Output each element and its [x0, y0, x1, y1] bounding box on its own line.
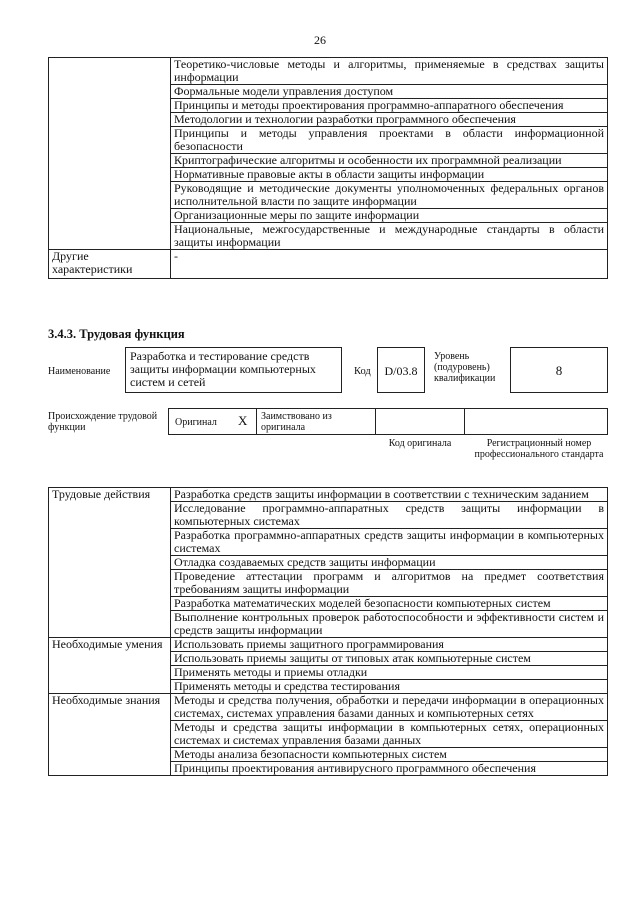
- level-box: 8: [510, 347, 608, 393]
- function-name-box: Разработка и тестирование средств защиты информации компьютерных систем и сетей: [125, 347, 342, 393]
- empty-label-cell: [49, 58, 171, 250]
- table-cell: Применять методы и средства тестирования: [171, 680, 608, 694]
- original-label: Оригинал: [175, 417, 217, 428]
- other-characteristics-value: -: [171, 250, 608, 279]
- table-cell: Исследование программно-аппаратных средств защиты информации в компьютерных системах: [171, 502, 608, 529]
- origin-label: Происхождение трудовой функции: [48, 411, 158, 433]
- table-cell: Проведение аттестации программ и алгоритмов на предмет соответствия требованиям защиты информации: [171, 570, 608, 597]
- table-cell: Принципы и методы проектирования программно-аппаратного обеспечения: [171, 99, 608, 113]
- table-row: [49, 58, 608, 85]
- table-row: [49, 250, 608, 279]
- page-number: 26: [314, 33, 326, 47]
- table-cell: Методы и средства защиты информации в компьютерных сетях, операционных системах и системах управления базами данных: [171, 721, 608, 748]
- knowledge-continuation-table: [48, 57, 608, 279]
- table-cell: Отладка создаваемых средств защиты информации: [171, 556, 608, 570]
- name-label: Наименование: [48, 366, 111, 377]
- table-cell: Криптографические алгоритмы и особенности их программной реализации: [171, 154, 608, 168]
- table-row: [49, 488, 608, 502]
- table-cell: Использовать приемы защитного программирования: [171, 638, 608, 652]
- table-cell: Методологии и технологии разработки программного обеспечения: [171, 113, 608, 127]
- original-box: [168, 408, 257, 435]
- reg-number-caption: Регистрационный номер профессионального стандарта: [474, 438, 604, 460]
- code-label: Код: [354, 366, 371, 377]
- table-cell: Принципы и методы управления проектами в области информационной безопасности: [171, 127, 608, 154]
- table-row: [49, 694, 608, 721]
- table-cell: Руководящие и методические документы уполномоченных федеральных органов исполнительной власти по защите информации: [171, 182, 608, 209]
- table-cell: Теоретико-числовые методы и алгоритмы, применяемые в средствах защиты информации: [171, 58, 608, 85]
- table-cell: Формальные модели управления доступом: [171, 85, 608, 99]
- table-cell: Использовать приемы защиты от типовых атак компьютерные систем: [171, 652, 608, 666]
- table-cell: Принципы проектирования антивирусного программного обеспечения: [171, 762, 608, 776]
- level-label: Уровень (подуровень) квалификации: [434, 351, 496, 384]
- section-title: 3.4.3. Трудовая функция: [48, 327, 185, 341]
- code-original-box: [375, 408, 465, 435]
- table-cell: Разработка программно-аппаратных средств защиты информации в компьютерных системах: [171, 529, 608, 556]
- table-row: [49, 638, 608, 652]
- group-label-knowledge: Необходимые знания: [49, 694, 171, 776]
- original-mark: X: [238, 413, 248, 428]
- table-cell: Выполнение контрольных проверок работоспособности и эффективности систем и средств защиты информации: [171, 611, 608, 638]
- borrowed-box: Заимствовано из оригинала: [256, 408, 376, 435]
- code-original-caption: Код оригинала: [388, 438, 452, 449]
- code-box: D/03.8: [377, 347, 425, 393]
- group-label-actions: Трудовые действия: [49, 488, 171, 638]
- table-cell: Разработка средств защиты информации в соответствии с техническим заданием: [171, 488, 608, 502]
- table-cell: Нормативные правовые акты в области защиты информации: [171, 168, 608, 182]
- table-cell: Методы и средства получения, обработки и передачи информации в операционных системах, системах управления базами данных и компьютерных сетях: [171, 694, 608, 721]
- table-cell: Применять методы и приемы отладки: [171, 666, 608, 680]
- reg-number-box: [464, 408, 608, 435]
- group-label-skills: Необходимые умения: [49, 638, 171, 694]
- labor-function-table: [48, 487, 608, 776]
- table-cell: Разработка математических моделей безопасности компьютерных систем: [171, 597, 608, 611]
- other-characteristics-label: Другие характеристики: [49, 250, 171, 279]
- table-cell: Методы анализа безопасности компьютерных систем: [171, 748, 608, 762]
- table-cell: Организационные меры по защите информации: [171, 209, 608, 223]
- table-cell: Национальные, межгосударственные и международные стандарты в области защиты информации: [171, 223, 608, 250]
